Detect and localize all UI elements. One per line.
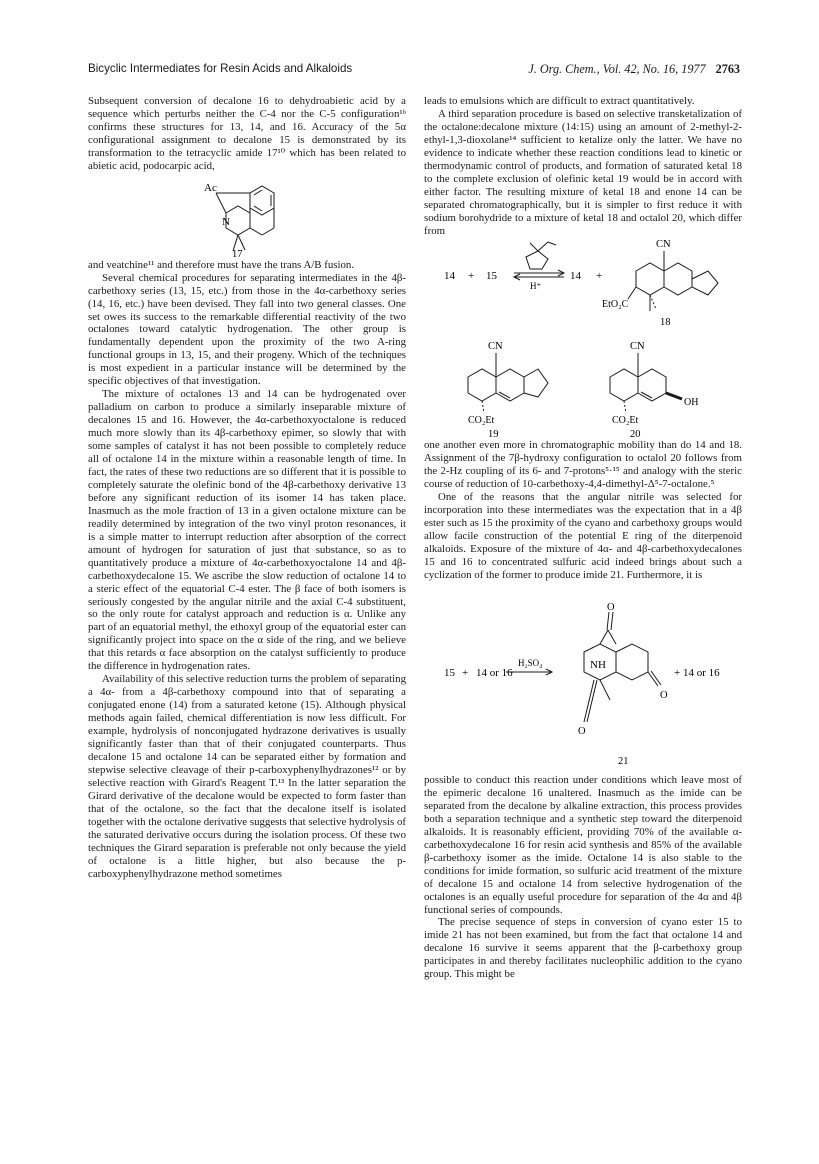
- paragraph: one another even more in chromatographic mobility than do 14 and 18. Assignment of the 7β-hydroxy configuration to octalol 20 follows from the 2-Hz coupling of its 6- and 7-protons⁵·¹⁵ and analogy with the steric course of reduction of 10-carbethoxy-4,4-dimethyl-Δ⁵-7-octalone.⁵: [424, 439, 742, 491]
- catalyst-label: H⁺: [530, 281, 542, 292]
- running-head-title: Bicyclic Intermediates for Resin Acids and Alkaloids: [88, 62, 353, 75]
- left-column: [88, 95, 406, 880]
- nitrile-label: CN: [656, 239, 671, 251]
- reactant-label: 14: [444, 270, 455, 283]
- scheme-imide-drawing: [424, 582, 742, 774]
- hydroxyl-label: OH: [684, 397, 699, 409]
- nitrogen-label: N: [222, 215, 230, 228]
- carbonyl-oxygen-label: O: [607, 601, 615, 613]
- paragraph: A third separation procedure is based on selective transketalization of the octalone:decalone mixture (14:15) using an amount of 2-methyl-2-ethyl-1,3-dioxolane¹⁴ sufficient to ketalize only the latter. We have no evidence to indicate whether these reaction conditions lead to kinetic or thermodynamic control of products, and formation of saturated ketal 18 to the complete exclusion of olefinic ketal 19 would be in accord with either factor. The resulting mixture of ketal 18 and enone 14 can be separated chromatographically, but it is simpler to first reduce it with sodium borohydride to a mixture of ketal 18 and octalol 20, which differ from: [424, 107, 742, 237]
- paragraph: leads to emulsions which are difficult to extract quantitatively.: [424, 95, 695, 107]
- paragraph: Availability of this selective reduction turns the problem of separating a 4α- from a 4β-carbethoxy compound into that of separating a conjugated enone (14) from a saturated ketone (15). Although physical methods again failed, chemical differentiation is now less difficult. For example, hydrolysis of nonconjugated hydrazone derivatives is usually significantly faster than that of their conjugated counterparts. Thus decalone 15 and octalone 14 can be separated either by formation and stepwise selective cleavage of their p-carboxyphenylhydrazones¹² or by selective reaction with Girard's Reagent T.¹³ In the latter separation the Girard derivative of the decalone would be expected to form faster than that of the octalone, so the fact that the decalone itself is isolated together with the octalone derivative suggests that selective hydrolysis of the saturated derivative occurs during the isolation process. Of these two techniques the Girard separation is preferable not only because the yield of octalone is a little higher, but also because the p-carboxyphenylhydrazone method sometimes: [88, 673, 406, 880]
- running-head-journal: [528, 62, 740, 77]
- ester-label: EtO₂C: [602, 299, 629, 311]
- paragraph: The mixture of octalones 13 and 14 can be hydrogenated over palladium on carbon to produce a similarly inseparable mixture of decalones 15 and 16. However, the 4α-carbethoxyoctalone is reduced much more slowly than its 4β-carbethoxy epimer, so slowly that with some samples of catalyst it has not been possible to completely reduce all of octalone 14 in the mixture within a reasonable length of time. In fact, the rates of these two reductions are so different that it is possible to completely saturate the olefinic bond of the 4β-carbethoxy derivative 13 before any significant reduction of its isomer 14 has taken place. Inasmuch as the mole fraction of 13 in a given octalone mixture can be readily determined by integration of the two vinyl proton resonances, it is a simple matter to interrupt reduction after absorption of the correct amount of hydrogen for saturation of just that substance, so as to quantitatively produce a mixture of 4α-carbethoxyoctalone 14 and 4β-carbethoxydecalone 15. We ascribe the slow reduction of octalone 14 to a steric effect of the equatorial C-4 ester. The β face of both isomers is seriously congested by the angular nitrile and the axial C-4 substituent, so the only route for catalyst approach and reduction is α. Unlike any part of an equatorial methyl, the ethoxyl group of the equatorial ester can significantly project into space on the α side of the ring, and we believe that this retards α face absorption on the catalyst sufficiently to produce the difference in hydrogenation rates.: [88, 388, 406, 673]
- ester-label: CO₂Et: [468, 415, 495, 427]
- structure-17-drawing: [88, 173, 406, 259]
- plus-sign: +: [596, 270, 603, 283]
- product-label: 14: [570, 270, 581, 283]
- page-number: 2763: [715, 62, 740, 76]
- compound-number: 17: [232, 248, 243, 259]
- nitrile-label: CN: [488, 341, 503, 353]
- ester-label: CO₂Et: [612, 415, 639, 427]
- compound-number: 21: [618, 755, 629, 767]
- reactant-label: 15: [444, 666, 455, 679]
- running-head: [88, 62, 740, 80]
- carbonyl-oxygen-label: O: [660, 689, 668, 701]
- reagent-label: H₂SO₄: [518, 657, 543, 668]
- paragraph: The precise sequence of steps in conversion of cyano ester 15 to imide 21 has not been examined, but from the fact that octalone 14 and decalone 16 survive it seems apparent that the β-carbethoxy group participates in and thereby facilitates nucleophilic addition to the cyano group. This might be: [424, 916, 742, 981]
- structure-17: [88, 173, 406, 259]
- right-column: [424, 95, 742, 981]
- product-label: + 14 or 16: [674, 666, 720, 679]
- paragraph: One of the reasons that the angular nitrile was selected for incorporation into these intermediates was the expectation that in a 4β ester such as 15 the proximity of the cyano and carbethoxy groups would allow facile construction of the potential E ring of the diterpenoid alkaloids. Exposure of the mixture of 4α- and 4β-carbethoxydecalones 15 and 16 to concentrated sulfuric acid indeed brings about such a cyclization of the former to produce imide 21. Furthermore, it is: [424, 491, 742, 582]
- scheme-imide: [424, 582, 742, 774]
- paragraph: possible to conduct this reaction under conditions which leave most of the epimeric decalone 16 unaltered. Inasmuch as the imide can be separated from the decalone by alkaline extraction, this process provides both a separation technique and a synthetic step toward the diterpenoid alkaloids. It is reasonably efficient, providing 70% of the available α-carbethoxydecalone 16 for resin acid synthesis and 85% of the available β-carbethoxy isomer as the imide. Octalone 14 is also stable to the conditions for imide formation, so sulfuric acid treatment of the mixture of decalone 15 and octalone 14 from selective hydrogenation of the octalones is an equally useful procedure for separation of the 4α and 4β functional series of compounds.: [424, 773, 742, 916]
- paragraph: Subsequent conversion of decalone 16 to dehydroabietic acid by a sequence which perturbs neither the C-4 nor the C-5 configuration¹ᵇ confirms these structures for 13, 14, and 16. Accuracy of the 5α configurational assignment to decalone 15 is demonstrated by its transformation to the tetracyclic amide 17¹⁰ which has been related to abietic acid, podocarpic acid,: [88, 95, 406, 172]
- imide-nh-label: NH: [590, 658, 606, 671]
- paragraph: and veatchine¹¹ and therefore must have the trans A/B fusion.: [88, 258, 355, 271]
- plus-sign: +: [462, 666, 469, 679]
- scheme-ketalization-drawing: [424, 237, 742, 439]
- compound-number: 20: [630, 429, 641, 440]
- carbonyl-oxygen-label: O: [578, 725, 586, 737]
- scheme-ketalization: [424, 237, 742, 439]
- compound-number: 19: [488, 429, 499, 440]
- compound-number: 18: [660, 317, 671, 329]
- nitrile-label: CN: [630, 341, 645, 353]
- journal-citation: J. Org. Chem., Vol. 42, No. 16, 1977: [528, 62, 706, 76]
- paragraph: Several chemical procedures for separating intermediates in the 4β-carbethoxy series (13, 15, etc.) from those in the 4α-carbethoxy series (14, 16, etc.) have been devised. They fall into two general classes. One set owes its success to the remarkable differential reactivity of the two octalones toward catalytic hydrogenation. The other group is fundamentally dependent upon the proximity of the two A-ring functional groups in 13, 15, and their progeny. Which of the techniques is most expedient in a particular instance will be determined by the specific objectives of that investigation.: [88, 271, 406, 388]
- plus-sign: +: [468, 270, 475, 283]
- reactant-label: 14 or 16: [476, 666, 513, 679]
- acetyl-label: Ac: [204, 181, 217, 194]
- reactant-label: 15: [486, 270, 497, 283]
